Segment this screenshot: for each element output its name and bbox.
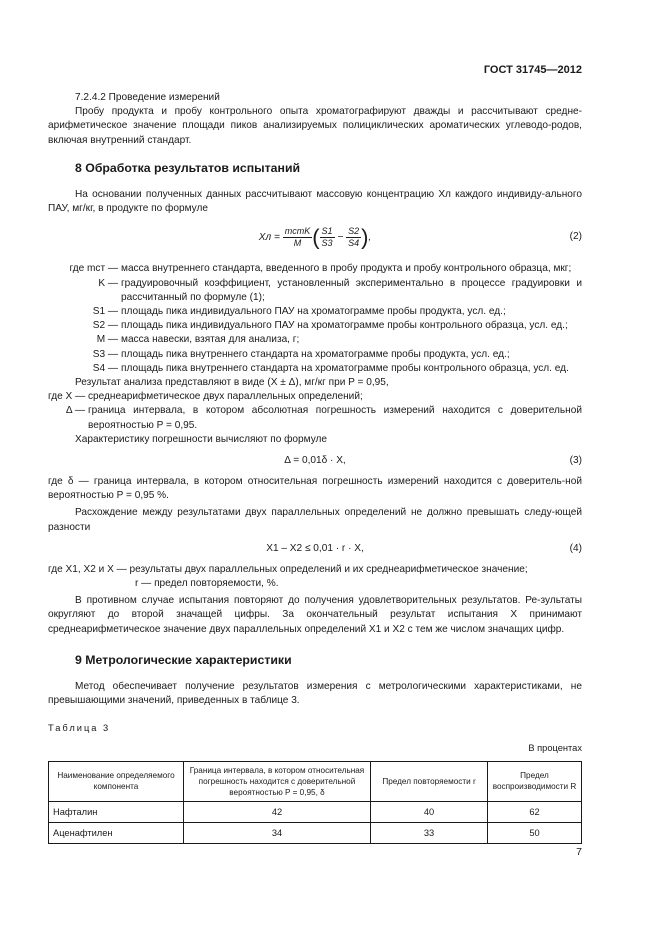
formula-3: Δ = 0,01δ · X, (3) (48, 450, 582, 472)
paren-close: ) (361, 224, 369, 250)
definition-x12: где X1, X2 и X — результаты двух параллельных определений и их среднеарифметическое значение; (48, 563, 528, 575)
definition-x: где X — среднеарифметическое двух параллельных определений; (48, 391, 363, 403)
table-row (49, 801, 582, 822)
definition-item: S3 — площадь пика внутреннего стандарта на хроматограмме пробы продукта, усл. ед.; (92, 348, 510, 360)
paragraph: Характеристику погрешности вычисляют по формуле (75, 433, 328, 445)
definition-item: S2 — площадь пика индивидуального ПАУ на хроматограмме пробы контрольного образца, усл. ед.; (92, 320, 568, 332)
definition-r: r — предел повторяемости, %. (135, 578, 279, 590)
paragraph: Расхождение между результатами двух параллельных определений не должно превышать следу-ющей разности (48, 507, 582, 533)
formula-lhs: Xл = (258, 232, 280, 244)
table-header-row (49, 761, 582, 801)
definition-item: S1 — площадь пика индивидуального ПАУ на хроматограмме пробы продукта, усл. ед.; (92, 306, 506, 318)
column-header: Граница интервала, в котором относительная погрешность находится с доверительной вероятностью P = 0,95, δ (184, 761, 371, 801)
paragraph: Метод обеспечивает получение результатов измерения с метрологическими характеристиками, не превышающими значений, приведенных в таблице 3. (48, 681, 582, 707)
paragraph: На основании полученных данных рассчитывают массовую концентрацию Xл каждого индивиду-ального ПАУ, мг/кг, в продукте по формуле (48, 189, 582, 215)
table-cell: Аценафтилен (49, 823, 184, 844)
table-unit: В процентах (528, 742, 582, 753)
metrology-table (48, 761, 582, 844)
definition-delta: Δ — граница интервала, в котором абсолютная погрешность измерений находится с доверительной вероятностью P = 0,95. (65, 405, 582, 431)
column-header: Предел повторяемости r (371, 761, 488, 801)
formula-2: Xл = $\frac{\text{mстK}}{M}$ ( $\frac{S1}{S3}$ − $\frac{S2}{S4}$ ), (2) (258, 224, 582, 250)
table-cell: 42 (184, 801, 371, 822)
formula-number: (2) (569, 231, 582, 243)
paragraph: Пробу продукта и пробу контрольного опыта хроматографируют дважды и рассчитывают средне-арифметическое значение площади пиков анализируемых полициклических ароматических углеводо-родов, включая внутренний стандарт. (48, 106, 582, 146)
paren-open: ( (312, 224, 320, 250)
document-body (48, 91, 582, 844)
paragraph: В противном случае испытания повторяют до получения удовлетворительных результатов. Ре-зультаты округляют до второй значащей цифры. За окончательный результат испытания X принимают среднеарифметическое значение двух параллельных определений X1 и X2 с тем же числом значащих цифр. (48, 595, 582, 635)
column-header: Предел воспроизводимости R (488, 761, 582, 801)
table-cell: 33 (371, 823, 488, 844)
table-cell: 40 (371, 801, 488, 822)
standard-header: ГОСТ 31745—2012 (483, 64, 582, 76)
fraction: $\frac{S1}{S3}$ (321, 226, 333, 249)
definitions-list (48, 262, 582, 376)
formula-number: (3) (569, 455, 582, 467)
fraction: $\frac{\text{mстK}}{M}$ (284, 226, 311, 249)
table-row (49, 823, 582, 844)
definition-item: где mст — масса внутреннего стандарта, введенного в пробу продукта и пробу контрольного образца, мкг; (69, 263, 572, 275)
table-cell: 62 (488, 801, 582, 822)
definition-delta-rel: где δ — граница интервала, в котором относительная погрешность измерений находится с доверитель-ной вероятностью P = 0,95 %. (48, 476, 582, 502)
definition-item: M — масса навески, взятая для анализа, г; (96, 334, 300, 346)
fraction: $\frac{S2}{S4}$ (348, 226, 360, 249)
page-number: 7 (576, 846, 582, 858)
table-cell: 50 (488, 823, 582, 844)
formula-4: X1 – X2 ≤ 0,01 · r · X, (4) (48, 538, 582, 560)
definition-item: K — градуировочный коэффициент, установленный экспериментально в процессе градуировки и рассчитанный по формуле (1); (98, 277, 582, 303)
column-header: Наименование определяемого компонента (49, 761, 184, 801)
paragraph: Результат анализа представляют в виде (X ± Δ), мг/кг при P = 0,95, (75, 377, 389, 389)
definition-item: S4 — площадь пика внутреннего стандарта на хроматограмме пробы контрольного образца, усл. ед. (92, 362, 569, 374)
table-caption: Таблица 3 (48, 722, 111, 733)
table-cell: 34 (184, 823, 371, 844)
formula-number: (4) (569, 542, 582, 554)
table-cell: Нафталин (49, 801, 184, 822)
section-heading: 9 Метрологические характеристики (75, 652, 292, 667)
subsection-title: 7.2.4.2 Проведение измерений (75, 92, 220, 103)
section-heading: 8 Обработка результатов испытаний (75, 160, 301, 175)
